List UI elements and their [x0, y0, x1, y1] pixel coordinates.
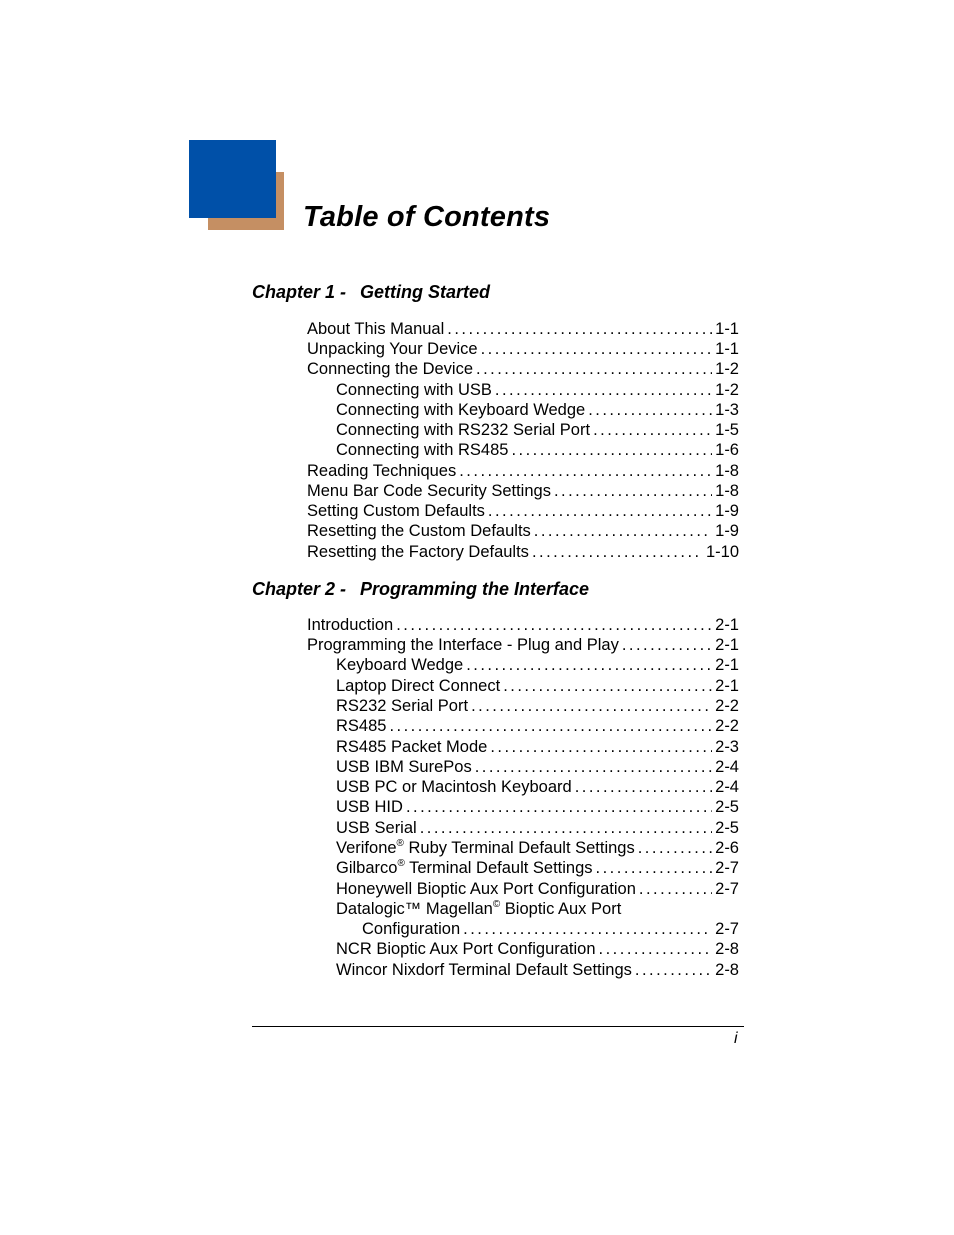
toc-entry-text: Connecting with USB [336, 381, 492, 399]
toc-entry-text: Wincor Nixdorf Terminal Default Settings [336, 961, 632, 979]
toc-entry[interactable] [336, 818, 739, 838]
dot-leader [447, 319, 712, 339]
toc-entry-text: RS485 Packet Mode [336, 738, 488, 756]
dot-leader [596, 858, 713, 878]
toc-entry[interactable] [336, 420, 739, 440]
toc-entry[interactable] [336, 380, 739, 400]
toc-page-number: 2-5 [715, 819, 739, 837]
registered-mark: ® [396, 838, 404, 849]
dot-leader [396, 615, 712, 635]
toc-entry[interactable] [336, 939, 739, 959]
toc-page-number: 2-6 [715, 839, 739, 857]
toc-entry[interactable] [362, 919, 739, 939]
toc-entry[interactable] [336, 716, 739, 736]
dot-leader [476, 359, 712, 379]
toc-page-number: 1-8 [715, 462, 739, 480]
toc-entry-text: Configuration [362, 920, 461, 938]
dot-leader [459, 461, 712, 481]
toc-entry[interactable] [336, 737, 739, 757]
toc-entry-text: Connecting with RS232 Serial Port [336, 421, 591, 439]
entry-text-part: Datalogic™ Magellan [336, 900, 493, 918]
dot-leader [471, 696, 712, 716]
toc-page-number: 2-7 [715, 920, 739, 938]
toc-entry-text: Programming the Interface - Plug and Play [307, 636, 619, 654]
dot-leader [588, 400, 712, 420]
toc-entry[interactable] [307, 542, 739, 562]
toc-entry[interactable] [336, 400, 739, 420]
toc-entry-text: NCR Bioptic Aux Port Configuration [336, 940, 596, 958]
toc-page-number: 2-2 [715, 697, 739, 715]
dot-leader [638, 838, 712, 858]
toc-entry-text: Resetting the Custom Defaults [307, 522, 531, 540]
entry-text-part: Bioptic Aux Port [500, 900, 622, 918]
toc-entry[interactable] [336, 899, 739, 919]
chapter-tab-block [189, 140, 276, 218]
dot-leader [599, 939, 713, 959]
chapter-title: Programming the Interface [360, 579, 590, 599]
toc-page-number: 2-3 [715, 738, 739, 756]
page-title: Table of Contents [303, 201, 551, 233]
toc-entry-text: Menu Bar Code Security Settings [307, 482, 551, 500]
chapter-number: Chapter 2 - [252, 579, 347, 599]
dot-leader [481, 339, 713, 359]
toc-entry-text: About This Manual [307, 320, 445, 338]
toc-entry-text: Unpacking Your Device [307, 340, 478, 358]
toc-page-number: 2-7 [715, 880, 739, 898]
toc-entry-text: Setting Custom Defaults [307, 502, 485, 520]
toc-entry-text: Honeywell Bioptic Aux Port Configuration [336, 880, 636, 898]
toc-entry-text: Connecting with RS485 [336, 441, 509, 459]
toc-page-number: 1-6 [715, 441, 739, 459]
toc-entry-text: RS232 Serial Port [336, 697, 469, 715]
toc-page-number: 2-8 [715, 961, 739, 979]
toc-entry-text: USB Serial [336, 819, 417, 837]
dot-leader [532, 542, 703, 562]
page-number: i [734, 1030, 738, 1047]
toc-page-number: 2-1 [715, 656, 739, 674]
entry-text-part: Gilbarco [336, 859, 398, 877]
toc-page-number: 1-1 [715, 320, 739, 338]
toc-entry[interactable] [336, 797, 739, 817]
toc-page-number: 1-2 [715, 360, 739, 378]
dot-leader [534, 521, 712, 541]
toc-page-number: 2-1 [715, 636, 739, 654]
chapter-heading [252, 280, 490, 304]
toc-entry[interactable] [307, 521, 739, 541]
toc-entry[interactable] [307, 615, 739, 635]
toc-page-number: 2-8 [715, 940, 739, 958]
toc-entry[interactable] [307, 481, 739, 501]
toc-entry[interactable] [336, 879, 739, 899]
toc-entry[interactable] [336, 655, 739, 675]
toc-page-number: 1-9 [715, 502, 739, 520]
toc-entry[interactable] [336, 960, 739, 980]
dot-leader [639, 879, 712, 899]
toc-entry[interactable] [307, 461, 739, 481]
entry-text-part: Verifone [336, 839, 397, 857]
toc-page-number: 2-5 [715, 798, 739, 816]
toc-page-number: 2-4 [715, 758, 739, 776]
dot-leader [554, 481, 712, 501]
toc-entry[interactable] [336, 676, 739, 696]
toc-entry-text: RS485 [336, 717, 387, 735]
toc-page-number: 1-5 [715, 421, 739, 439]
toc-page-number: 2-2 [715, 717, 739, 735]
chapter-number: Chapter 1 - [252, 282, 347, 302]
toc-page-number: 2-1 [715, 616, 739, 634]
toc-entry-text: Reading Techniques [307, 462, 457, 480]
toc-page-number: 1-2 [715, 381, 739, 399]
toc-entry-text: USB HID [336, 798, 403, 816]
dot-leader [463, 919, 712, 939]
toc-entry-text [336, 899, 621, 919]
toc-page-number: 2-4 [715, 778, 739, 796]
dot-leader [420, 818, 712, 838]
toc-entry[interactable] [336, 777, 739, 797]
toc-page-number: 1-1 [715, 340, 739, 358]
toc-entry[interactable] [307, 359, 739, 379]
dot-leader [575, 777, 712, 797]
toc-entry[interactable] [336, 858, 739, 878]
dot-leader [503, 676, 712, 696]
toc-entry[interactable] [307, 339, 739, 359]
registered-mark: ® [397, 858, 405, 869]
dot-leader [466, 655, 712, 675]
toc-entry-text: USB IBM SurePos [336, 758, 472, 776]
dot-leader [490, 737, 712, 757]
toc-entry[interactable] [307, 501, 739, 521]
dot-leader [488, 501, 712, 521]
entry-text-part: Ruby Terminal Default Settings [403, 839, 635, 857]
chapter-heading [252, 577, 589, 601]
toc-page-number: 1-3 [715, 401, 739, 419]
dot-leader [406, 797, 712, 817]
dot-leader [495, 380, 712, 400]
toc-entry[interactable] [336, 440, 739, 460]
copyright-mark: © [492, 899, 501, 910]
toc-entry[interactable] [307, 635, 739, 655]
dot-leader [635, 960, 712, 980]
toc-entry-text: USB PC or Macintosh Keyboard [336, 778, 572, 796]
footer-rule [252, 1026, 744, 1027]
toc-entry[interactable] [307, 319, 739, 339]
toc-entry-text: Keyboard Wedge [336, 656, 464, 674]
toc-page-number: 2-1 [715, 677, 739, 695]
dot-leader [511, 440, 712, 460]
toc-entry-text [336, 858, 593, 878]
toc-entry-text: Connecting the Device [307, 360, 474, 378]
toc-page-number: 1-10 [705, 543, 739, 561]
toc-page-number: 2-7 [715, 859, 739, 877]
dot-leader [622, 635, 712, 655]
dot-leader [475, 757, 712, 777]
entry-text-part: Terminal Default Settings [404, 859, 593, 877]
toc-entry-text [336, 838, 635, 858]
toc-entry[interactable] [336, 838, 739, 858]
toc-entry[interactable] [336, 696, 739, 716]
dot-leader [593, 420, 712, 440]
toc-entry-text: Introduction [307, 616, 394, 634]
dot-leader [389, 716, 712, 736]
toc-entry-text: Laptop Direct Connect [336, 677, 501, 695]
toc-page-number: 1-9 [715, 522, 739, 540]
chapter-title: Getting Started [360, 282, 491, 302]
toc-entry-text: Resetting the Factory Defaults [307, 543, 529, 561]
toc-page-number: 1-8 [715, 482, 739, 500]
toc-entry-text: Connecting with Keyboard Wedge [336, 401, 586, 419]
toc-entry[interactable] [336, 757, 739, 777]
